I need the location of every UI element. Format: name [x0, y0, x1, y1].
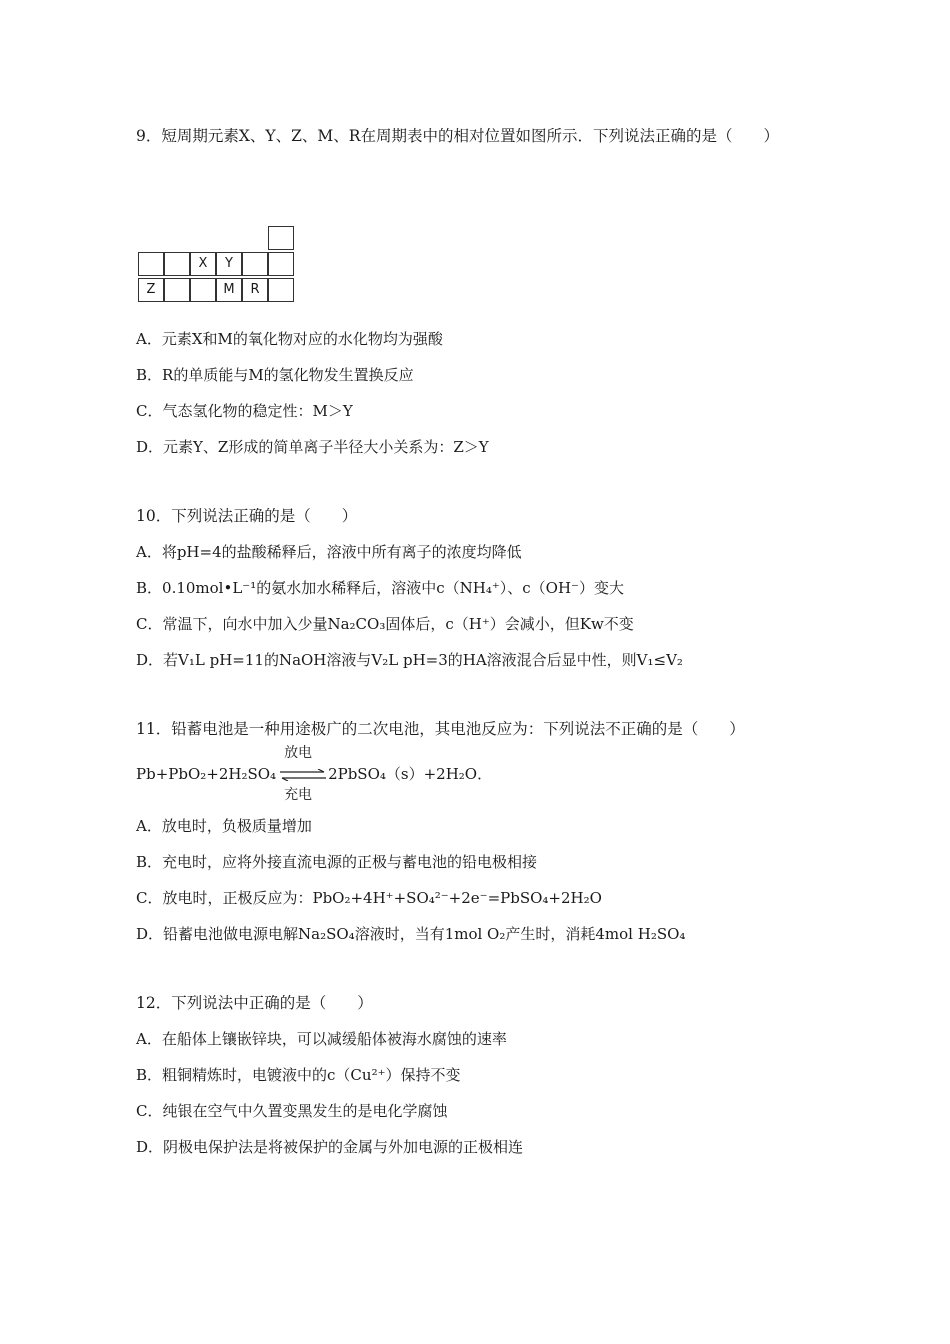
q9-option-b: B．R的单质能与M的氢化物发生置换反应	[136, 366, 414, 384]
q12-option-b: B．粗铜精炼时，电镀液中的c（Cu²⁺）保持不变	[136, 1066, 461, 1084]
periodic-table-fragment	[138, 226, 298, 306]
q11-equation	[136, 745, 493, 803]
table-cell-empty	[164, 278, 190, 302]
table-cell-empty	[190, 278, 216, 302]
q12-option-c: C．纯银在空气中久置变黑发生的是电化学腐蚀	[136, 1102, 448, 1120]
table-cell-empty	[164, 252, 190, 276]
q10-option-a: A．将pH=4的盐酸稀释后，溶液中所有离子的浓度均降低	[136, 543, 522, 561]
q10-option-c: C．常温下，向水中加入少量Na₂CO₃固体后，c（H⁺）会减小，但Kw不变	[136, 615, 634, 633]
q11-option-b: B．充电时，应将外接直流电源的正极与蓄电池的铅电极相接	[136, 853, 538, 871]
q9-option-a: A．元素X和M的氧化物对应的水化物均为强酸	[136, 330, 443, 348]
table-cell-z: Z	[138, 278, 164, 302]
q9-stem: 9．短周期元素X、Y、Z、M、R在周期表中的相对位置如图所示．下列说法正确的是（ ）	[136, 127, 779, 145]
q11-option-d: D．铅蓄电池做电源电解Na₂SO₄溶液时，当有1mol O₂产生时，消耗4mol H₂SO₄	[136, 925, 686, 943]
q11-option-c: C．放电时，正极反应为：PbO₂+4H⁺+SO₄²⁻+2e⁻=PbSO₄+2H₂O	[136, 889, 602, 907]
table-cell-x: X	[190, 252, 216, 276]
reversible-arrow-icon	[278, 745, 328, 803]
arrow-label-charge: 充电	[284, 787, 313, 803]
table-cell-empty	[138, 252, 164, 276]
q10-stem: 10．下列说法正确的是（ ）	[136, 507, 358, 525]
q11-option-a: A．放电时，负极质量增加	[136, 817, 312, 835]
table-cell-empty	[268, 278, 294, 302]
table-cell-empty	[242, 252, 268, 276]
q12-option-a: A．在船体上镶嵌锌块，可以减缓船体被海水腐蚀的速率	[136, 1030, 507, 1048]
table-cell-empty	[268, 226, 294, 250]
equation-left: Pb+PbO₂+2H₂SO₄	[136, 765, 277, 783]
q9-option-d: D．元素Y、Z形成的简单离子半径大小关系为：Z＞Y	[136, 438, 489, 456]
table-cell-m: M	[216, 278, 242, 302]
q10-option-d: D．若V₁L pH=11的NaOH溶液与V₂L pH=3的HA溶液混合后显中性，则V₁≤V₂	[136, 651, 683, 669]
table-cell-y: Y	[216, 252, 242, 276]
q12-option-d: D．阴极电保护法是将被保护的金属与外加电源的正极相连	[136, 1138, 524, 1156]
q10-option-b: B．0.10mol•L⁻¹的氨水加水稀释后，溶液中c（NH₄⁺）、c（OH⁻）变大	[136, 579, 624, 597]
q9-option-c: C．气态氢化物的稳定性：M＞Y	[136, 402, 353, 420]
q12-stem: 12．下列说法中正确的是（ ）	[136, 994, 373, 1012]
table-cell-r: R	[242, 278, 268, 302]
q11-stem: 11．铅蓄电池是一种用途极广的二次电池，其电池反应为：下列说法不正确的是（ ）	[136, 720, 745, 738]
table-cell-empty	[268, 252, 294, 276]
equation-right: 2PbSO₄（s）+2H₂O．	[328, 765, 493, 783]
arrow-label-discharge: 放电	[284, 745, 313, 761]
